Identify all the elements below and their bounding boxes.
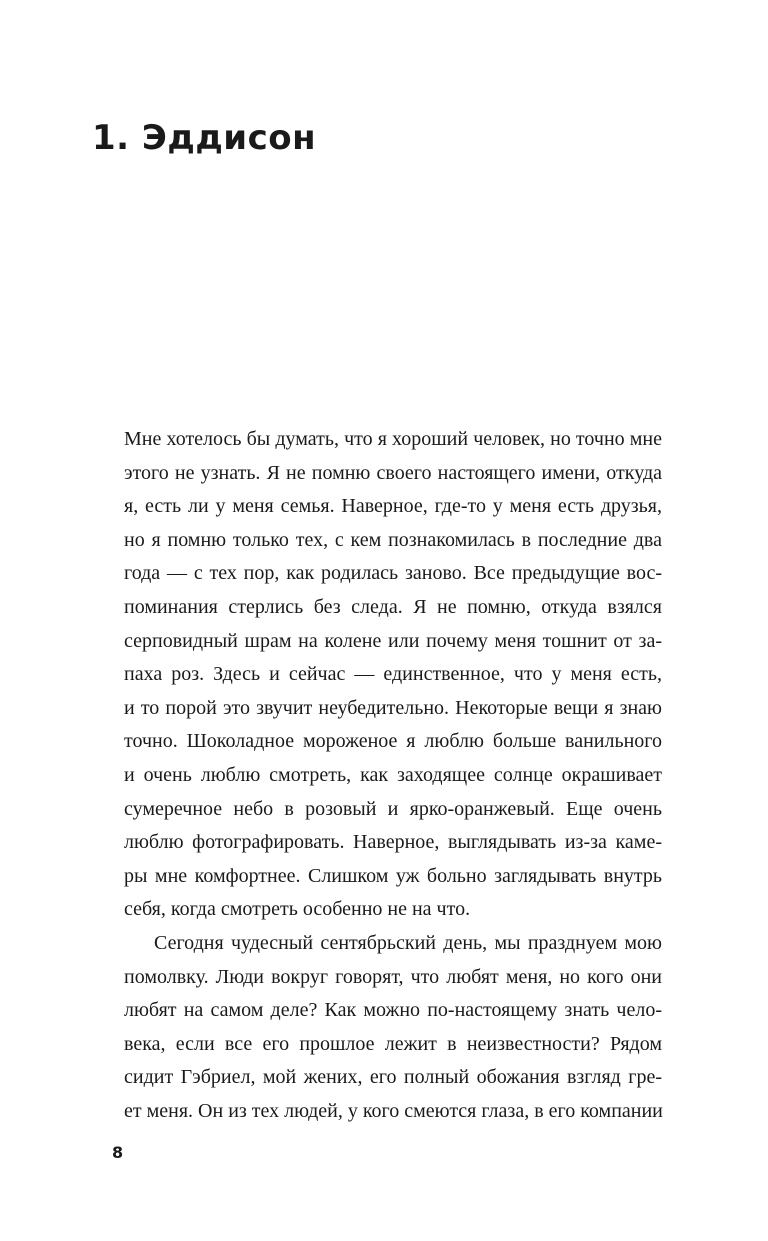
page-number: 8 [112, 1143, 124, 1162]
text-line: поминания стерлись без следа. Я не помню, откуда взялся [124, 595, 662, 618]
text-line: люблю фотографировать. Наверное, выглядывать из-за каме- [124, 831, 662, 854]
body-text [124, 423, 662, 1128]
text-line: ры мне комфортнее. Слишком уж больно заглядывать внутрь [124, 864, 662, 887]
text-line: Мне хотелось бы думать, что я хороший человек, но точно мне [124, 428, 662, 450]
text-line: сидит Гэбриел, мой жених, его полный обожания взгляд гре- [124, 1066, 662, 1089]
text-line: и то порой это звучит неубедительно. Некоторые вещи я знаю [124, 696, 662, 719]
chapter-title: 1. Эддисон [92, 118, 317, 158]
text-line: ет меня. Он из тех людей, у кого смеются глаза, в его компании [124, 1099, 663, 1122]
text-line: сумеречное небо в розовый и ярко-оранжевый. Еще очень [124, 797, 662, 820]
text-line: века, если все его прошлое лежит в неизвестности? Рядом [124, 1032, 662, 1055]
text-line: года — с тех пор, как родилась заново. Все предыдущие вос- [124, 562, 662, 585]
text-line: этого не узнать. Я не помню своего настоящего имени, откуда [124, 461, 662, 484]
text-line: серповидный шрам на колене или почему меня тошнит от за- [124, 629, 662, 652]
text-line: паха роз. Здесь и сейчас — единственное, что у меня есть, [124, 663, 662, 686]
text-line: но я помню только тех, с кем познакомилась в последние два [124, 528, 662, 551]
text-line: любят на самом деле? Как можно по-настоящему знать чело- [124, 999, 662, 1022]
text-line: я, есть ли у меня семья. Наверное, где-то у меня есть друзья, [124, 495, 662, 518]
text-line: точно. Шоколадное мороженое я люблю больше ванильного [124, 730, 662, 753]
text-line: помолвку. Люди вокруг говорят, что любят меня, но кого они [124, 965, 662, 988]
text-line: Сегодня чудесный сентябрьский день, мы празднуем мою [154, 931, 662, 954]
text-line: и очень люблю смотреть, как заходящее солнце окрашивает [124, 763, 662, 786]
text-line: себя, когда смотреть особенно не на что. [124, 898, 471, 921]
